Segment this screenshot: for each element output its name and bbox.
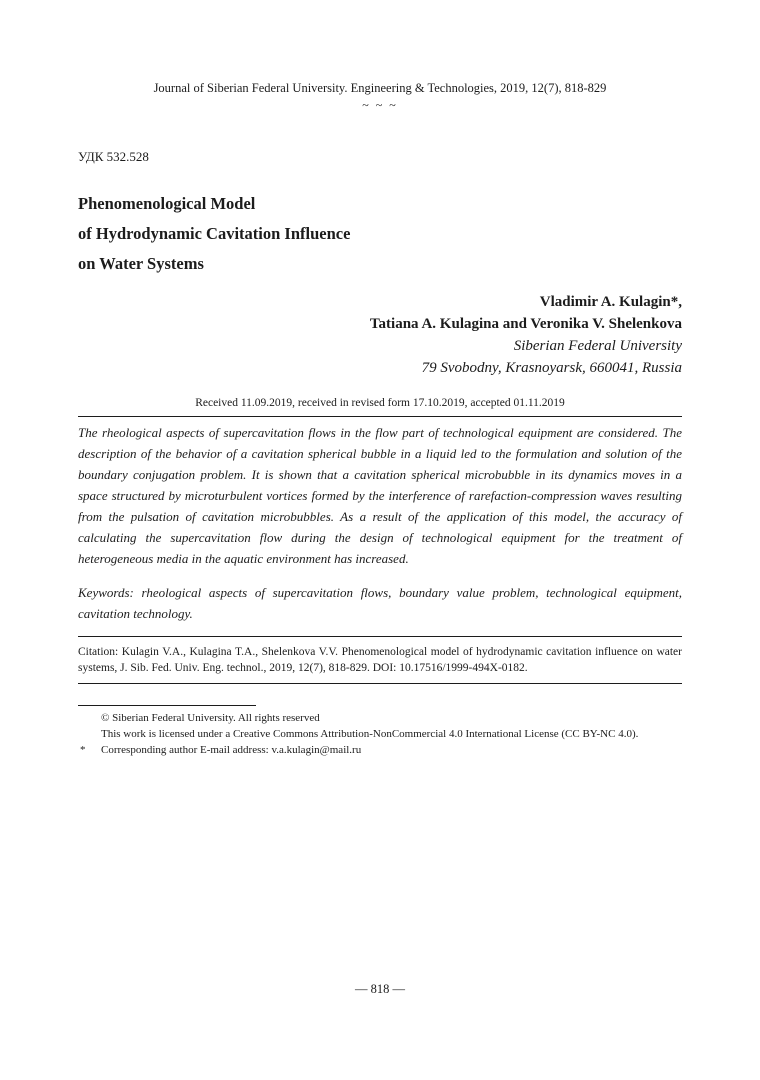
tilde-separator: ~ ~ ~: [362, 98, 398, 112]
article-title: [78, 189, 682, 279]
copyright-line: © Siberian Federal University. All rights reserved: [101, 712, 320, 724]
udc-code: УДК 532.528: [78, 149, 149, 164]
footnote-block: [78, 705, 682, 758]
page-content: [78, 0, 682, 758]
corresponding-marker: *: [80, 744, 86, 756]
license-line: This work is licensed under a Creative Commons Attribution-NonCommercial 4.0 International License (CC BY-NC 4.0).: [101, 728, 639, 740]
abstract-text: The rheological aspects of supercavitation flows in the flow part of technological equipment are considered. The description of the behavior of a cavitation spherical bubble in a liquid led to the formulation and solution of the boundary conjugation problem. It is shown that a cavitation spherical microbubble in its dynamics moves in a space structured by microturbulent vortices formed by the interference of rarefaction-compression waves resulting from the pulsation of cavitation microbubbles. As a result of the application of this model, the accuracy of calculating the supercavitation flow during the design of technological equipment for the treatment of heterogeneous media in the aquatic environment has increased.: [78, 425, 682, 566]
authors-block: [78, 291, 682, 335]
keywords-text: Keywords: rheological aspects of supercavitation flows, boundary value problem, technological equipment, cavitation technology.: [78, 585, 682, 621]
received-dates: Received 11.09.2019, received in revised form 17.10.2019, accepted 01.11.2019: [195, 397, 565, 409]
title-line-1: Phenomenological Model: [78, 194, 256, 213]
journal-header: Journal of Siberian Federal University. Engineering & Technologies, 2019, 12(7), 818-829: [153, 81, 607, 95]
author-line-1: Vladimir A. Kulagin*,: [539, 294, 682, 310]
author-line-2: Tatiana A. Kulagina and Veronika V. Shelenkova: [369, 316, 682, 332]
rule-above-abstract: [78, 416, 682, 417]
affiliation-line-1: Siberian Federal University: [513, 338, 682, 354]
corresponding-text: Corresponding author E-mail address: v.a.kulagin@mail.ru: [101, 744, 362, 756]
footnote-separator-rule: [78, 705, 256, 706]
title-line-2: of Hydrodynamic Cavitation Influence: [78, 224, 351, 243]
page-number: — 818 —: [355, 982, 405, 996]
rule-above-citation: [78, 636, 682, 637]
corresponding-author-line: [78, 742, 682, 758]
affiliation-block: [78, 335, 682, 379]
title-line-3: on Water Systems: [78, 254, 204, 273]
rule-below-citation: [78, 683, 682, 684]
citation-text: Citation: Kulagin V.A., Kulagina T.A., Shelenkova V.V. Phenomenological model of hydrodynamic cavitation influence on water systems, J. Sib. Fed. Univ. Eng. technol., 2019, 12(7), 818-829. DOI: 10.17516/1999-494X-0182.: [78, 646, 682, 674]
affiliation-line-2: 79 Svobodny, Krasnoyarsk, 660041, Russia: [421, 360, 682, 376]
